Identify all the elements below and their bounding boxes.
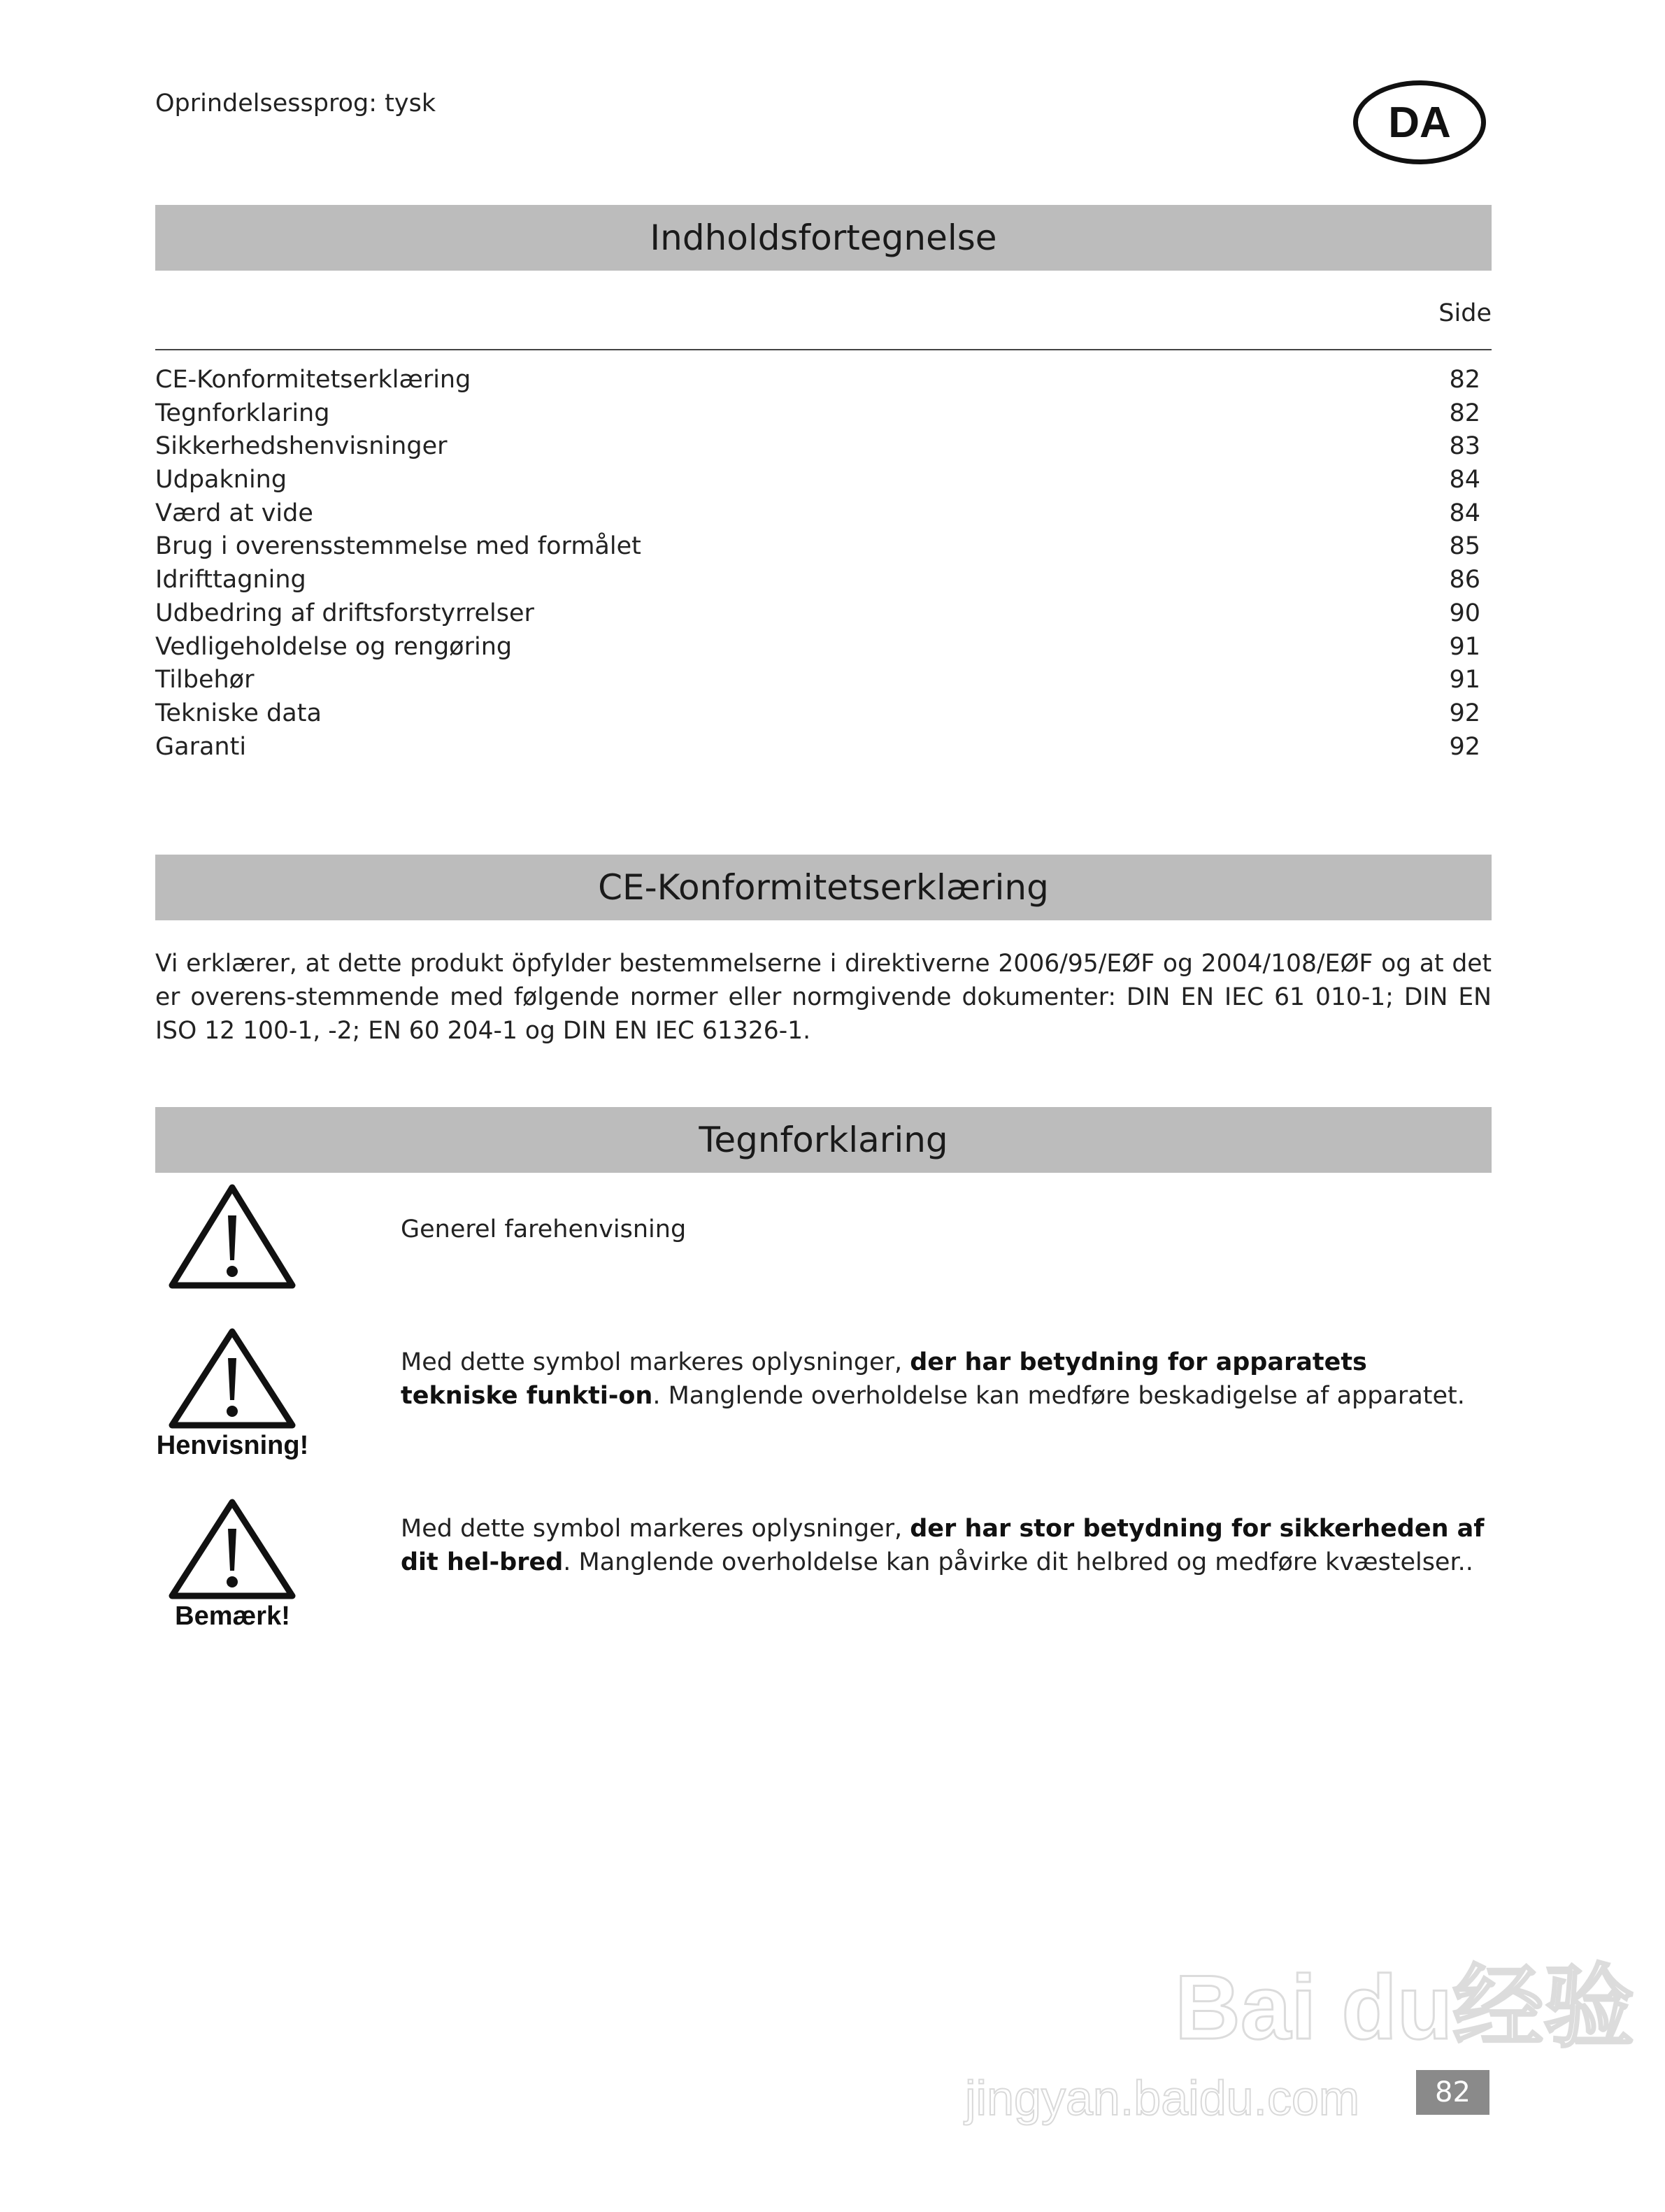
toc-entry-label: Brug i overensstemmelse med formålet — [155, 532, 641, 561]
language-badge: DA — [1353, 80, 1486, 164]
ce-text: Vi erklærer, at dette produkt öpfylder bestemmelserne i direktiverne 2006/95/EØF og 2004/108/EØF og at det er overens-stemmende med følgende normer eller normgivende dokumenter: DIN EN IEC 61 010-1; DIN EN ISO 12 100-1, -2; EN 60 204-1 og DIN EN IEC 61326-1. — [155, 950, 1492, 1045]
note-label: Henvisning! — [156, 1431, 309, 1460]
toc-entry-page: 82 — [1449, 399, 1480, 427]
page-number: 82 — [1416, 2070, 1489, 2115]
toc-entry[interactable] — [155, 497, 1480, 531]
toc-entry[interactable] — [155, 364, 1480, 397]
watermark-logo: Bai du经验 — [1175, 1956, 1635, 2058]
legend-item-text: Generel farehenvisning — [401, 1215, 687, 1243]
toc-entry-page: 91 — [1449, 632, 1480, 661]
toc-entry-label: Tekniske data — [155, 699, 322, 727]
toc-entry[interactable] — [155, 697, 1480, 731]
legend-item-text: Med dette symbol markeres oplysninger, der har stor betydning for sikkerheden af dit hel-bred. Manglende overholdelse kan påvirke dit helbred og medføre kvæstelser.. — [401, 1515, 1485, 1576]
origin-language: Oprindelsessprog: tysk — [155, 90, 436, 117]
toc-entry-label: Tegnforklaring — [155, 399, 330, 427]
toc-entry-page: 90 — [1449, 599, 1480, 627]
legend-item-icon — [168, 1182, 297, 1290]
toc-entry[interactable] — [155, 731, 1480, 764]
toc-entry-page: 83 — [1449, 432, 1480, 461]
legend-item-icon — [168, 1497, 297, 1632]
divider — [155, 349, 1492, 350]
legend-item-icon — [156, 1326, 309, 1461]
toc-entry-label: Idrifttagning — [155, 566, 306, 594]
toc-entry[interactable] — [155, 530, 1480, 564]
toc-entry-label: Udbedring af driftsforstyrrelser — [155, 599, 534, 627]
toc-entry-label: CE-Konformitetserklæring — [155, 366, 471, 394]
toc-entry-page: 91 — [1449, 666, 1480, 694]
ce-heading: CE-Konformitetserklæring — [155, 855, 1492, 920]
toc-entry-page: 84 — [1449, 499, 1480, 527]
toc-entry[interactable] — [155, 397, 1480, 431]
toc-entry-label: Garanti — [155, 732, 247, 761]
toc-entry-label: Tilbehør — [155, 666, 255, 694]
toc-entry[interactable] — [155, 597, 1480, 631]
toc-entry-label: Værd at vide — [155, 499, 313, 527]
toc-entry[interactable] — [155, 464, 1480, 497]
toc-entry-page: 92 — [1449, 699, 1480, 727]
toc-entry-page: 82 — [1449, 366, 1480, 394]
warning-triangle-icon — [168, 1182, 297, 1290]
toc-heading: Indholdsfortegnelse — [155, 205, 1492, 271]
toc-entry[interactable] — [155, 564, 1480, 597]
toc-entry-label: Vedligeholdelse og rengøring — [155, 632, 513, 661]
toc-entry[interactable] — [155, 430, 1480, 464]
toc-entry[interactable] — [155, 631, 1480, 664]
table-of-contents — [155, 364, 1480, 764]
caution-label: Bemærk! — [175, 1601, 290, 1631]
toc-entry-page: 92 — [1449, 732, 1480, 761]
toc-entry-page: 84 — [1449, 466, 1480, 494]
warning-triangle-icon — [168, 1326, 297, 1431]
watermark-url: jingyan.baidu.com — [965, 2071, 1360, 2125]
toc-entry[interactable] — [155, 664, 1480, 697]
toc-entry-label: Sikkerhedshenvisninger — [155, 432, 448, 461]
page-column-label: Side — [1438, 299, 1492, 327]
toc-entry-page: 86 — [1449, 566, 1480, 594]
legend-item-text: Med dette symbol markeres oplysninger, der har betydning for apparatets tekniske funkti-on. Manglende overholdelse kan medføre beskadigelse af apparatet. — [401, 1348, 1465, 1410]
toc-entry-label: Udpakning — [155, 466, 287, 494]
legend-heading: Tegnforklaring — [155, 1107, 1492, 1173]
warning-triangle-icon — [168, 1497, 297, 1601]
toc-entry-page: 85 — [1449, 532, 1480, 561]
